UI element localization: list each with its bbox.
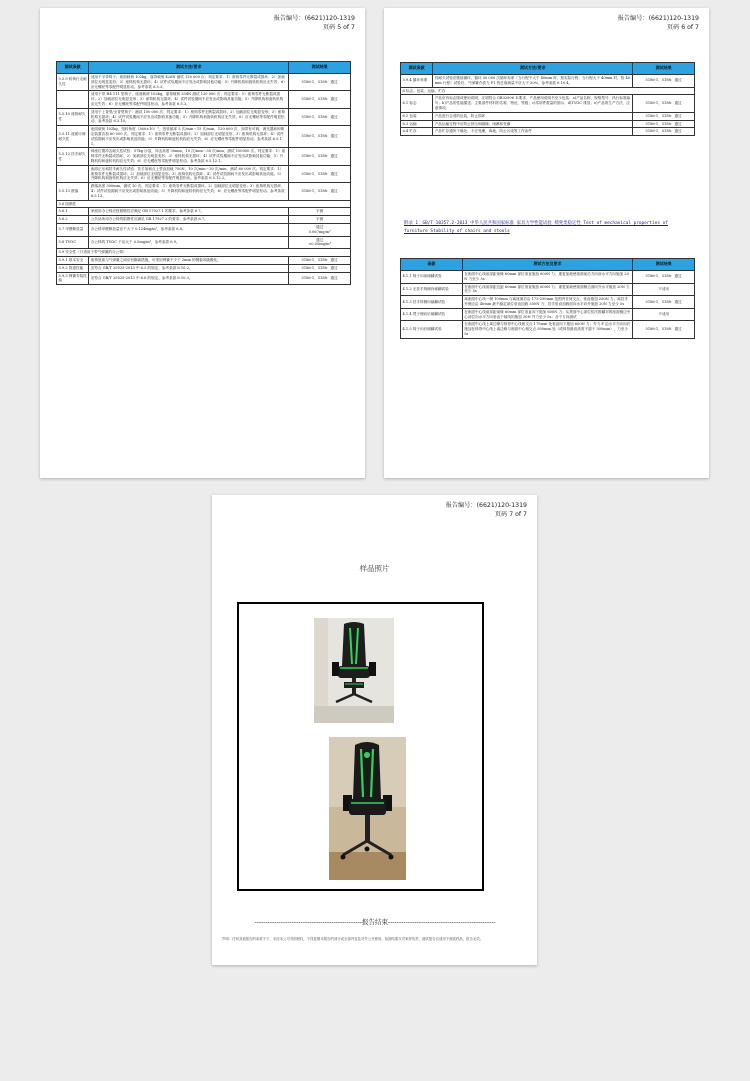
- method-cell: 产品进行合适的包装，防止损坏: [433, 112, 633, 120]
- section-row: [57, 249, 351, 257]
- section-title: 5.9 安全性（只适用于带气弹簧的办公椅）: [57, 249, 351, 257]
- report-number: 报告编号：(6621)120-1319: [273, 15, 355, 22]
- method-cell: 产品应有标志图或使用说明，注明符合 GB32906 本要求，产品使用说明书至少包括：a)产品名称、规格型号、执行标准编号；b)产品的性能描述；主要部件材料的名称、特征、等级；c)零部件数量的图示；d)TVOC 排放；e)产品的生产方法、注意事项。: [433, 95, 633, 112]
- photo-section-title: 样品照片: [359, 564, 390, 573]
- table-row: [401, 271, 695, 284]
- report-end-line: -------------------------------------------------报告结束-------------------------------------------------: [254, 918, 496, 926]
- method-cell: 在座面中心线前部距前缘 60mm 部位垂直向下施加 600N 力；从凳面中心部位依次推翻对的座面侧边中心部位向水平方向垂直于轴线的施加 20N 外力至少 5s；各个方向测试: [462, 308, 633, 321]
- method-cell: 座面载荷 102kg，扭转角度（360±10）°，扭转频率 5 次/min～15 次/min，120 000 次，如带有可调、调光器和和锁定装置各加 60 000 次。判定要求：1）座椅零件无断裂或损坏；2）加载部位无明显变形；3）座椅机构无损坏；4）试件试验期间不应发出或影响其他功能；5）升降机构和旋转机构应无失效；6）应无螺丝等零配件明显松动。参考条款 6.5.11。: [89, 126, 289, 148]
- result-cell: 5186-1、5188：通过: [633, 120, 695, 128]
- result-cell: 5186-1、5188：通过: [633, 296, 695, 309]
- report-page-6: [384, 8, 709, 478]
- table-row: [57, 264, 351, 272]
- clause-cell: 6.1 标志: [401, 95, 433, 112]
- method-cell: 应符合 GB/T 29525-2013 中 6.5 的规定，参考条款 6.10.2。: [89, 264, 289, 272]
- result-cell: 5186-1、5188：通过: [289, 165, 351, 182]
- clause-cell: 6.3 运输: [401, 120, 433, 128]
- col-header-method: 测试方法/要求: [433, 63, 633, 75]
- clause-cell: 5.9.2 管道性能: [57, 264, 89, 272]
- annex-title: 附录 1：GB/T 10357.2-2013 中华人民共和国家标准 家具力学性能试验 椅凳类稳定性 Test of mechanical properties of furniture Stability of chairs and stools: [404, 221, 668, 234]
- clause-cell: 5.8 TVOC: [57, 236, 89, 249]
- report-page-5: [40, 8, 365, 478]
- clause-cell: 4.1.1 椅子向前倾翻试验: [401, 271, 463, 284]
- page-header: [274, 14, 355, 32]
- method-cell: 座椅底座与气弹簧之间应有隔离措施，可采用弹簧不少于 2mm 的钢板或硫酸化。: [89, 256, 289, 264]
- table-row: [401, 321, 695, 338]
- method-cell: 在座面中心线前部距边距 60mm 部位垂直施加 600N 力；重复加载使座面侧边面向外水平施加 20N 力至少 5s: [462, 283, 633, 296]
- table-row: [57, 223, 351, 236]
- clause-cell: 5.6.2: [57, 216, 89, 224]
- result-cell: 5186-1、5188：通过: [633, 128, 695, 136]
- result-cell: 通过 0.067mg/m³: [289, 223, 351, 236]
- method-cell: 应符合 GB/T 29525-2013 中 6.6 的规定，参考条款 6.10.3。: [89, 272, 289, 285]
- table-row: [57, 216, 351, 224]
- result-cell: 不适用: [633, 283, 695, 296]
- result-cell: 5186-1、5188：通过: [633, 271, 695, 284]
- clause-cell: 5.5.12 扶手耐久性: [57, 148, 89, 165]
- report-number: 报告编号：(6621)120-1319: [617, 15, 699, 22]
- col-header-result: 测试结果: [633, 63, 695, 75]
- result-cell: 不适用: [633, 308, 695, 321]
- result-cell: 5186-1、5188：通过: [289, 91, 351, 108]
- clause-cell: 4.1.2 无扶手椅侧向倾翻试验: [401, 283, 463, 296]
- section-title: 5.6 阻燃性: [57, 200, 351, 208]
- clause-cell: 4.1.3 扶手椅侧向倾翻试验: [401, 296, 463, 309]
- method-cell: 产品贮存通风干燥处，不应受潮，离地、防止污染等工作条件: [433, 128, 633, 136]
- test-results-table: [400, 62, 695, 136]
- result-cell: 5186-1、5188：通过: [633, 112, 695, 120]
- col-header-method: 测试方法/要求: [89, 62, 289, 74]
- table-row: [57, 108, 351, 125]
- method-cell: 家庭用办公椅应按照燃性应满足 GB 17927.1 的要求，参考条款 6.7。: [89, 208, 289, 216]
- clause-cell: [57, 165, 89, 182]
- table-row: [57, 256, 351, 264]
- table-row: [57, 148, 351, 165]
- method-cell: 经耐久试验后继续循环，循环 50 000 次循环寿命（当行程不大于 40mm 时，按实际行程；当行程大于 40mm 时，按 40mm 行程）试验后，气弹簧介质力 F1 的总衰减量不应大于 20%，参考条款 6.10.4。: [433, 75, 633, 88]
- sample-photo-side: [329, 737, 406, 880]
- table-row: [401, 95, 695, 112]
- clause-cell: 5.5.11 座面可调耐久性: [57, 126, 89, 148]
- clause-cell: 5.5.13 跌落: [57, 183, 89, 200]
- table-row: [57, 183, 351, 200]
- result-cell: 5186-1、5188：通过: [633, 95, 695, 112]
- test-results-table: [56, 61, 351, 285]
- clause-cell: [57, 91, 89, 108]
- table-row: [57, 126, 351, 148]
- table-row: [57, 208, 351, 216]
- section-row: [401, 87, 695, 95]
- page-header: [618, 14, 699, 32]
- sample-photo-front: [314, 618, 394, 723]
- result-cell: 5186-1、5188：通过: [289, 148, 351, 165]
- clause-cell: 5.5.9 转椅行走耐久性: [57, 74, 89, 91]
- result-cell: 不测: [289, 208, 351, 216]
- page-header: [446, 501, 527, 519]
- method-cell: 椅座位置冲击耐久性试验：57kg 沙袋，冲击高度 30mm，10 次/min～30 次/min，测试 100000 次。判定要求：1）座椅零件无断裂或损坏；2）加载部位无明显变形；3）座椅机构无损坏；4）试件试验期间不应发出或影响其他功能；5）升降机构和旋转机构应无失效；6）应无螺丝等零配件明显松动。参考条款 6.5.12.1。: [89, 148, 289, 165]
- method-cell: 离座面中心线一侧 100mm 与离座面后沿 175-250mm 范围内任何交点，垂直施加 250N 力；离扶手外侧边沿 40mm 最不稳定部位垂直加载 350N 力；扶手垂直加载面向水平向外施加 20N 力至少 5s: [462, 296, 633, 309]
- disclaimer-note: 声明：任何其他报告的条款不下，未经本公司书面授权，不得复制本报告的部分或全部内容及对外公开使用。检测结果仅对来样负责，测试报告仅适用于测试样品，报告无效。: [222, 937, 484, 941]
- page-number: 页码 5 of 7: [322, 24, 355, 31]
- table-row: [401, 75, 695, 88]
- clause-cell: 5.6.1: [57, 208, 89, 216]
- method-cell: 在座面中心线前部距前缘 60mm 部位垂直施加 600N 力；重复加载使座面前后方向前水平方向施加 20N 力至少 5s: [462, 271, 633, 284]
- clause-cell: 4.1.4 凳子侧向后倾翻试验: [401, 308, 463, 321]
- result-cell: 5186-1、5188：通过: [289, 74, 351, 91]
- section-row: [57, 200, 351, 208]
- clause-cell: 6.2 包装: [401, 112, 433, 120]
- table-row: [57, 272, 351, 285]
- table-row: [57, 91, 351, 108]
- method-cell: 办公椅的 TVOC 不应大于 0.5mg/m³，参考条款 6.9。: [89, 236, 289, 249]
- section-title: 6 标志、包装、运输、贮存: [401, 87, 695, 95]
- col-header-result: 测试结果: [633, 259, 695, 271]
- table-row: [401, 296, 695, 309]
- table-row: [57, 165, 351, 182]
- table-row: [401, 120, 695, 128]
- table-row: [401, 308, 695, 321]
- table-row: [401, 112, 695, 120]
- result-cell: 不测: [289, 216, 351, 224]
- result-cell: 5186-1、5188：通过: [633, 75, 695, 88]
- table-row: [401, 283, 695, 296]
- clause-cell: 5.9.3 弹簧安装性能: [57, 272, 89, 285]
- method-cell: 座面正压和扶手耐久性试验：扶手加载点上竖直加载 750N，10 次/min～30 次/min，测试 60 000 次。判定要求：1）座椅零件无断裂或损坏；2）加载部位无明显变形；3）座椅机构无损坏；4）试件试验期间不应发出或影响其他功能；5）升降机构和旋转机构应无失效；6）应无螺丝等零配件明显松动。参考条款 6.5.12.2。: [89, 165, 289, 182]
- result-cell: 5186-1、5188：通过: [289, 256, 351, 264]
- method-cell: 公共场所用办公椅的阻燃性应满足 GB 17927.2 的要求，参考条款 6.7。: [89, 216, 289, 224]
- method-cell: 跌落高度 300mm，测试 10 次。判定要求：1）座椅零件无断裂或损坏；2）加载部位无明显变形；3）座椅机构无损坏；4）试件试验期间不应发出或影响其他功能；5）升降机构和旋转机构应无失效；6）应无螺丝等零配件明显松动。参考条款 6.5.13。: [89, 183, 289, 200]
- method-cell: 办公椅甲醛释放量应不大于 0.124mg/m³，参考条款 6.8。: [89, 223, 289, 236]
- method-cell: 适用于带 H4 111 型椅子，座面载荷 102kg，靠背载荷 334N 测试 120 000 次；判定要求：1）座椅零件无断裂或损坏；2）加载部位无明显变形；3）座椅机构无损坏；4）试件试验期间不应发出或影响其他功能；5）升降机构和旋转机构应无失效；6）应无螺丝等零配件明显松动。参考条款 6.5.3。: [89, 91, 289, 108]
- clause-cell: 5.9.1 基本安全: [57, 256, 89, 264]
- result-cell: 5186-1、5188：通过: [289, 108, 351, 125]
- result-cell: 5186-1、5188：通过: [289, 183, 351, 200]
- report-page-7: [212, 495, 537, 965]
- stability-test-table: [400, 258, 695, 339]
- page-number: 页码 6 of 7: [666, 24, 699, 31]
- result-cell: 5186-1、5188：通过: [289, 264, 351, 272]
- col-header-clause: 测试条款: [57, 62, 89, 74]
- col-header-clause: 条款: [401, 259, 463, 271]
- sample-photo-frame: [237, 602, 484, 891]
- clause-cell: 5.5.10 座椅耐久性: [57, 108, 89, 125]
- col-header-result: 测试结果: [289, 62, 351, 74]
- table-row: [57, 236, 351, 249]
- result-cell: 5186-1、5188：通过: [289, 272, 351, 285]
- method-cell: 产品运输过程中应防止挤压和碰撞，雨淋和受潮: [433, 120, 633, 128]
- method-cell: 适用于上背型/全背型椅子：测试 100 000 次；判定要求：1）座椅零件无断裂或损坏；2）加载部位无明显变形；3）座椅机构无损坏；4）试件试验期间不应发出或影响其他功能；5）升降机构和旋转机构应无失效；6）应无螺丝等零配件明显松动。参考条款 6.5.10。: [89, 108, 289, 125]
- col-header-method: 测试方法及要求: [462, 259, 633, 271]
- clause-cell: 4.1.5 椅子向后倾翻试验: [401, 321, 463, 338]
- result-cell: 通过 <0.05mg/m³: [289, 236, 351, 249]
- clause-cell: 5.9.4 循环寿命: [401, 75, 433, 88]
- clause-cell: 5.7 甲醛释放量: [57, 223, 89, 236]
- result-cell: 5186-1、5188：通过: [289, 126, 351, 148]
- table-row: [57, 74, 351, 91]
- table-row: [401, 128, 695, 136]
- col-header-clause: 测试条款: [401, 63, 433, 75]
- result-cell: 5186-1、5188：通过: [633, 321, 695, 338]
- page-number: 页码 7 of 7: [494, 511, 527, 518]
- clause-cell: 6.4 贮存: [401, 128, 433, 136]
- method-cell: 在座面中心线上离边缘与椅背中心线相交点 175mm 处垂直向下施加 600N 力；外力 F 沿水平方向向后施加在椅背中心线上离边缘与座面中心相交点 300mm 处（或椅背最高高度不超于 300mm），力至少 5s: [462, 321, 633, 338]
- report-number: 报告编号：(6621)120-1319: [445, 502, 527, 509]
- method-cell: 适用于平带椅子，座面载荷 102kg，靠背载荷 426N 测试 120 000 次；判定要求：1）座椅零件无断裂或损坏；2）加载部位无明显变形；3）座椅机构无损坏；4）试件试验期间不应发出或影响其他功能；5）升降机构和旋转机构应无失效；6）应无螺丝等零配件明显松动。参考条款 6.5.3。: [89, 74, 289, 91]
